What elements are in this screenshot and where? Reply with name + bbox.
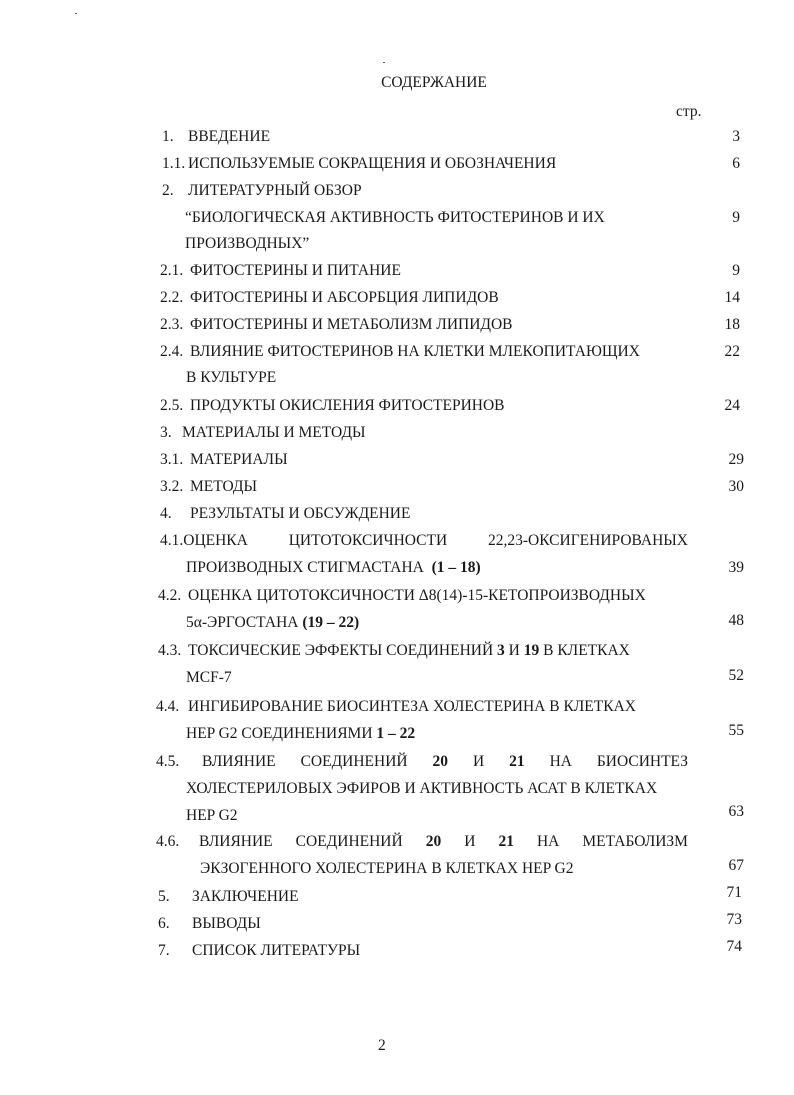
toc-word: И xyxy=(472,753,485,770)
toc-text: ЛИТЕРАТУРНЫЙ ОБЗОР xyxy=(188,182,362,199)
toc-bold: 3 xyxy=(497,642,505,659)
toc-text: MCF-7 xyxy=(186,669,232,686)
toc-bold: 19 xyxy=(523,642,540,659)
page-column-label: стр. xyxy=(676,103,702,120)
toc-page: 6 xyxy=(732,155,740,172)
toc-num: 4. xyxy=(160,505,172,522)
toc-text-part: HEP G2 СОЕДИНЕНИЯМИ xyxy=(186,725,373,742)
toc-text: ВВЕДЕНИЕ xyxy=(188,128,271,145)
toc-text: ОЦЕНКА ЦИТОТОКСИЧНОСТИ Δ8(14)-15-КЕТОПРОИЗВОДНЫХ xyxy=(188,587,646,604)
toc-word: И xyxy=(464,833,476,850)
toc-text-part: 5α-ЭРГОСТАНА xyxy=(186,614,299,631)
toc-text-part: ТОКСИЧЕСКИЕ ЭФФЕКТЫ СОЕДИНЕНИЙ xyxy=(188,642,494,659)
toc-word: НА xyxy=(536,833,560,850)
toc-num: 7. xyxy=(158,942,170,959)
toc-num: 3.1. xyxy=(160,451,184,468)
toc-num: 4.5. xyxy=(156,753,180,770)
scan-speck xyxy=(383,62,385,63)
toc-text: СПИСОК ЛИТЕРАТУРЫ xyxy=(192,942,361,959)
toc-text xyxy=(188,641,630,661)
toc-num: 2.3. xyxy=(160,316,184,333)
toc-bold: 1 – 22 xyxy=(376,725,416,742)
toc-page: 74 xyxy=(726,938,742,955)
toc-bold: (19 – 22) xyxy=(302,614,360,631)
toc-num: 4.2. xyxy=(158,587,182,604)
toc-line-justified xyxy=(199,832,688,852)
toc-num: 1. xyxy=(162,128,174,145)
page-number: 2 xyxy=(378,1037,386,1054)
toc-text: HEP G2 xyxy=(186,807,238,824)
toc-page: 30 xyxy=(728,478,744,495)
toc-page: 67 xyxy=(728,857,744,874)
toc-num: 2. xyxy=(162,182,174,199)
toc-text: ПРОИЗВОДНЫХ” xyxy=(185,235,310,252)
scan-speck xyxy=(75,13,77,14)
toc-text: ИНГИБИРОВАНИЕ БИОСИНТЕЗА ХОЛЕСТЕРИНА В КЛЕТКАХ xyxy=(188,698,636,715)
toc-bold: 21 xyxy=(509,753,525,770)
toc-text xyxy=(186,613,359,633)
toc-text: ФИТОСТЕРИНЫ И ПИТАНИЕ xyxy=(190,262,401,279)
toc-word: СОЕДИНЕНИЙ xyxy=(300,753,408,770)
toc-text: ЭКЗОГЕННОГО ХОЛЕСТЕРИНА В КЛЕТКАХ HEP G2 xyxy=(200,860,574,877)
toc-page: 29 xyxy=(728,451,744,468)
toc-text: ФИТОСТЕРИНЫ И АБСОРБЦИЯ ЛИПИДОВ xyxy=(190,289,499,306)
toc-bold: 21 xyxy=(498,833,514,850)
toc-num: 2.4. xyxy=(160,343,184,360)
toc-page: 24 xyxy=(724,397,740,414)
toc-num: 4.1. xyxy=(160,532,184,549)
toc-text-part: ПРОИЗВОДНЫХ СТИГМАСТАНА xyxy=(186,559,424,576)
toc-num: 4.6. xyxy=(156,833,180,850)
toc-page: 9 xyxy=(732,262,740,279)
toc-word: 22,23-ОКСИГЕНИРОВАНЫХ xyxy=(488,532,688,549)
toc-word: ВЛИЯНИЕ xyxy=(199,833,273,850)
toc-text: ХОЛЕСТЕРИЛОВЫХ ЭФИРОВ И АКТИВНОСТЬ АСАТ В КЛЕТКАХ xyxy=(186,780,658,797)
toc-num: 4.3. xyxy=(158,642,182,659)
toc-page: 14 xyxy=(724,289,740,306)
toc-page: 63 xyxy=(728,803,744,820)
toc-text: МАТЕРИАЛЫ И МЕТОДЫ xyxy=(182,424,366,441)
toc-word: ВЛИЯНИЕ xyxy=(202,753,276,770)
toc-text xyxy=(160,531,248,551)
toc-page: 55 xyxy=(728,722,744,739)
toc-num: 2.2. xyxy=(160,289,184,306)
toc-text: ЗАКЛЮЧЕНИЕ xyxy=(192,888,299,905)
toc-page: 48 xyxy=(728,612,744,629)
toc-page: 3 xyxy=(732,128,740,145)
toc-word: МЕТАБОЛИЗМ xyxy=(582,833,688,850)
toc-page: 39 xyxy=(728,559,744,576)
toc-num: 1.1. xyxy=(162,155,186,172)
toc-text: “БИОЛОГИЧЕСКАЯ АКТИВНОСТЬ ФИТОСТЕРИНОВ И ИХ xyxy=(185,209,605,226)
toc-word: ОЦЕНКА xyxy=(183,532,248,549)
toc-word: БИОСИНТЕЗ xyxy=(596,753,688,770)
toc-num: 3. xyxy=(160,424,172,441)
toc-page: 73 xyxy=(726,911,742,928)
toc-num: 6. xyxy=(158,915,170,932)
toc-line-justified xyxy=(202,752,688,772)
toc-text-part: В КЛЕТКАХ xyxy=(543,642,630,659)
toc-num: 5. xyxy=(158,888,170,905)
toc-text: МЕТОДЫ xyxy=(190,478,258,495)
toc-text: ВЫВОДЫ xyxy=(192,915,261,932)
toc-num: 4.4. xyxy=(156,698,180,715)
toc-text: РЕЗУЛЬТАТЫ И ОБСУЖДЕНИЕ xyxy=(190,505,411,522)
toc-text xyxy=(186,558,481,578)
toc-text: ПРОДУКТЫ ОКИСЛЕНИЯ ФИТОСТЕРИНОВ xyxy=(190,397,505,414)
toc-text-part: И xyxy=(508,642,520,659)
toc-text xyxy=(186,724,415,744)
toc-line-justified xyxy=(160,531,688,551)
toc-text: ИСПОЛЬЗУЕМЫЕ СОКРАЩЕНИЯ И ОБОЗНАЧЕНИЯ xyxy=(188,155,557,172)
toc-text: ВЛИЯНИЕ ФИТОСТЕРИНОВ НА КЛЕТКИ МЛЕКОПИТАЮЩИХ xyxy=(190,343,640,360)
toc-page: 71 xyxy=(726,884,742,901)
toc-num: 2.1. xyxy=(160,262,184,279)
toc-text: В КУЛЬТУРЕ xyxy=(186,369,277,386)
toc-bold: (1 – 18) xyxy=(431,559,481,576)
toc-num: 2.5. xyxy=(160,397,184,414)
toc-word: ЦИТОТОКСИЧНОСТИ xyxy=(288,532,448,549)
toc-text: ФИТОСТЕРИНЫ И МЕТАБОЛИЗМ ЛИПИДОВ xyxy=(190,316,513,333)
page-title: СОДЕРЖАНИЕ xyxy=(381,74,487,91)
toc-word: НА xyxy=(549,753,572,770)
toc-page: 9 xyxy=(732,209,740,226)
toc-num: 3.2. xyxy=(160,478,184,495)
toc-bold: 20 xyxy=(425,833,442,850)
toc-bold: 20 xyxy=(432,753,449,770)
toc-text: МАТЕРИАЛЫ xyxy=(190,451,288,468)
toc-page: 52 xyxy=(728,667,744,684)
toc-word: СОЕДИНЕНИЙ xyxy=(295,833,403,850)
toc-page: 18 xyxy=(724,316,740,333)
toc-page: 22 xyxy=(724,343,740,360)
